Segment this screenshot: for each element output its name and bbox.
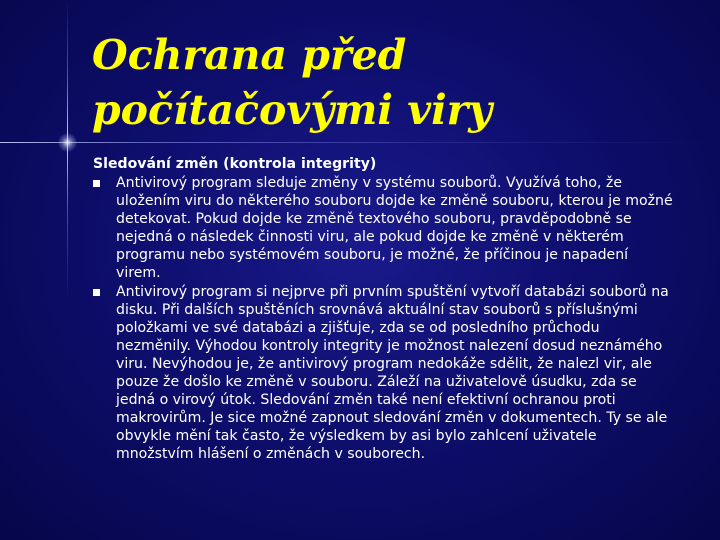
bullet-list <box>93 174 673 463</box>
square-bullet-icon <box>93 180 100 187</box>
bullet-text-2: Antivirový program si nejprve při prvním spuštění vytvoří databázi souborů na disku. Při dalších spuštěních srovnává aktuální stav souborů s příslušnými položkami ve své databázi a zjišťuje, zda se od posledního průchodu nezměnily. Výhodou kontroly integrity je možnost nalezení dosud neznámého viru. Nevýhodou je, že antivirový program nedokáže sdělit, že nalezl vir, ale pouze že došlo ke změně v souboru. Záleží na uživatelově úsudku, zda se jedná o virový útok. Sledování změn také není efektivní ochranou proti makrovirům. Je sice možné zapnout sledování změn v dokumentech. Ty se ale obvykle mění tak často, že výsledkem by asi bylo zahlcení uživatele množstvím hlášení o změnách v souborech. <box>116 284 669 462</box>
slide-title <box>92 28 652 138</box>
slide-title-line-2: počítačovými viry <box>92 86 493 134</box>
slide-body <box>93 155 673 464</box>
square-bullet-icon <box>93 289 100 296</box>
bullet-item-2 <box>93 283 673 463</box>
bullet-text-1: Antivirový program sleduje změny v systému souborů. Využívá toho, že uložením viru do některého souboru dojde ke změně souboru, kterou je možné detekovat. Pokud dojde ke změně textového souboru, pravděpodobně se nejedná o následek činnosti viru, ale pokud dojde ke změně v některém programu nebo systémovém souboru, je možné, že příčinou je napadení virem. <box>116 175 673 281</box>
section-heading: Sledování změn (kontrola integrity) <box>93 156 377 172</box>
bullet-item-1 <box>93 174 673 282</box>
decorative-line-intersection-glow <box>58 133 77 152</box>
slide-title-line-1: Ochrana před <box>92 31 407 79</box>
decorative-horizontal-line <box>0 142 720 143</box>
